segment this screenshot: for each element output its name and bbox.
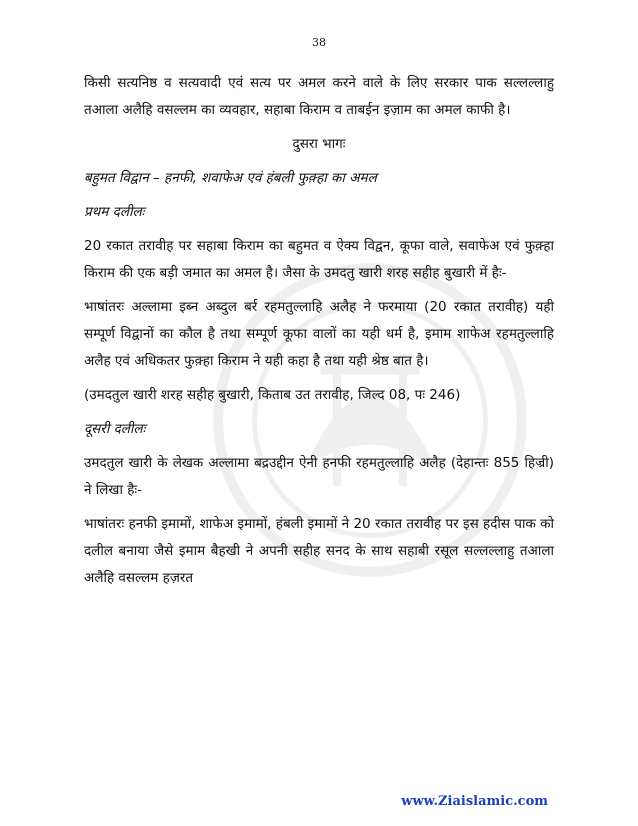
first-proof-paragraph: 20 रकात तरावीह पर सहाबा किराम का बहुमत व ऐक्य विद्वन, कूफा वाले, सवाफेअ एवं फुक़्हा किराम की एक बड़ी जमात का अमल है। जैसा के उमदतु खारी शरह सहीह बुखारी में हैः-: [84, 238, 554, 281]
subheading: बहुमत विद्वान – हनफी, शवाफेअ एवं हंबली फुक़्हा का अमल: [84, 170, 377, 186]
second-proof-label: दूसरी दलीलः: [84, 421, 146, 437]
intro-paragraph: किसी सत्यनिष्ठ व सत्यवादी एवं सत्य पर अमल करने वाले के लिए सरकार पाक सल्लल्लाहु तआला अलैहि वसल्लम का व्यवहार, सहाबा किराम व ताबईन इज़ाम का अमल काफी है।: [84, 75, 554, 118]
citation-paragraph: (उमदतुल खारी शरह सहीह बुखारी, किताब उत तरावीह, जिल्द 08, पः 246): [84, 387, 461, 403]
second-proof-paragraph: उमदतुल खारी के लेखक अल्लामा बद्रउद्दीन ऐनी हनफी रहमतुल्लाहि अलैह (देहान्तः 855 हिज्री) ने लिखा हैः-: [84, 455, 554, 498]
page-number: 38: [312, 36, 326, 49]
document-body: [84, 70, 554, 599]
translation-paragraph: भाषांतरः अल्लामा इब्न अब्दुल बर्र रहमतुल्लाहि अलैह ने फरमाया (20 रकात तरावीह) यही सम्पूर्ण विद्वानों का कौल है तथा सम्पूर्ण कूफा वालों का यही धर्म है, इमाम शाफेअ रहमतुल्लाहि अलैह एवं अधिकतर फुक़्हा किराम ने यही कहा है तथा यही श्रेष्ठ बात है।: [84, 299, 554, 369]
footer-website-link[interactable]: www.Ziaislamic.com: [401, 794, 548, 809]
section-heading: दुसरा भागः: [292, 136, 346, 152]
second-translation-paragraph: भाषांतरः हनफी इमामों, शाफेअ इमामों, हंबली इमामों ने 20 रकात तरावीह पर इस हदीस पाक को दलील बनाया जैसे इमाम बैहखी ने अपनी सहीह सनद के साथ सहाबी रसूल सल्लल्लाहु तआला अलैहि वसल्लम हज़रत: [84, 516, 554, 586]
first-proof-label: प्रथम दलीलः: [84, 204, 145, 220]
